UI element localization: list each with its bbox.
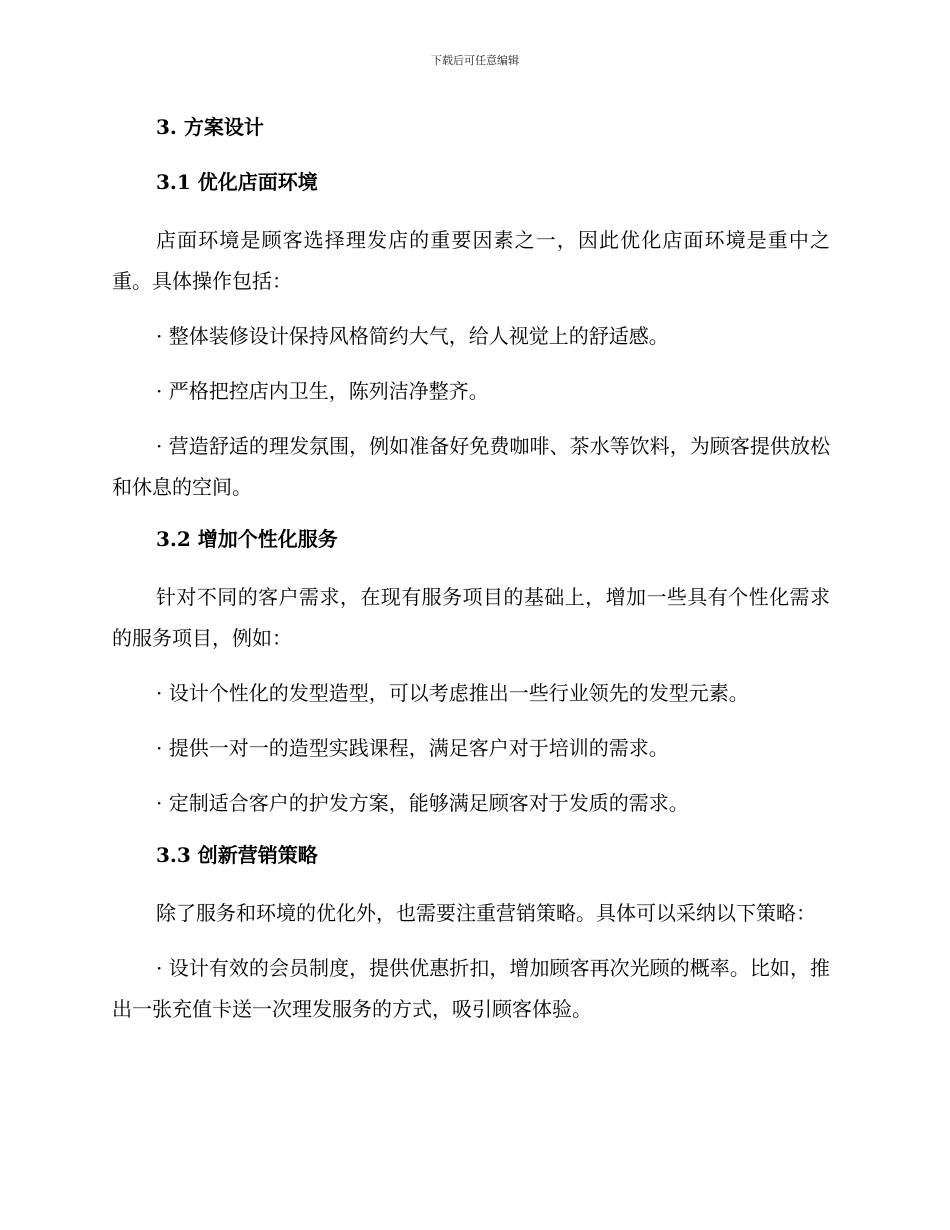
bullet-item: · 提供一对一的造型实践课程，满足客户对于培训的需求。 [156, 736, 669, 760]
bullet-item: · 定制适合客户的护发方案，能够满足顾客对于发质的需求。 [156, 791, 689, 815]
section-heading-main: 3. 方案设计 [156, 115, 264, 139]
bullet-item: · 整体装修设计保持风格简约大气，给人视觉上的舒适感。 [156, 324, 669, 348]
section-heading-3-3: 3.3 创新营销策略 [156, 843, 318, 867]
document-body [112, 110, 830, 1044]
bullet-item: · 设计个性化的发型造型，可以考虑推出一些行业领先的发型元素。 [156, 681, 749, 705]
section-3-3-intro: 除了服务和环境的优化外，也需要注重营销策略。具体可以采纳以下策略： [156, 901, 816, 925]
bullet-item: · 严格把控店内卫生，陈列洁净整齐。 [156, 379, 489, 403]
section-heading-3-1: 3.1 优化店面环境 [156, 170, 318, 194]
section-heading-3-2: 3.2 增加个性化服务 [156, 527, 338, 551]
page-header: 下载后可任意编辑 [431, 54, 519, 67]
section-3-1-intro: 店面环境是顾客选择理发店的重要因素之一，因此优化店面环境是重中之重。具体操作包括： [112, 228, 830, 293]
section-3-2-intro: 针对不同的客户需求，在现有服务项目的基础上，增加一些具有个性化需求的服务项目，例如： [112, 585, 830, 650]
bullet-item: · 营造舒适的理发氛围，例如准备好免费咖啡、茶水等饮料，为顾客提供放松和休息的空间。 [112, 434, 830, 499]
bullet-item: · 设计有效的会员制度，提供优惠折扣，增加顾客再次光顾的概率。比如，推出一张充值卡送一次理发服务的方式，吸引顾客体验。 [112, 956, 830, 1021]
